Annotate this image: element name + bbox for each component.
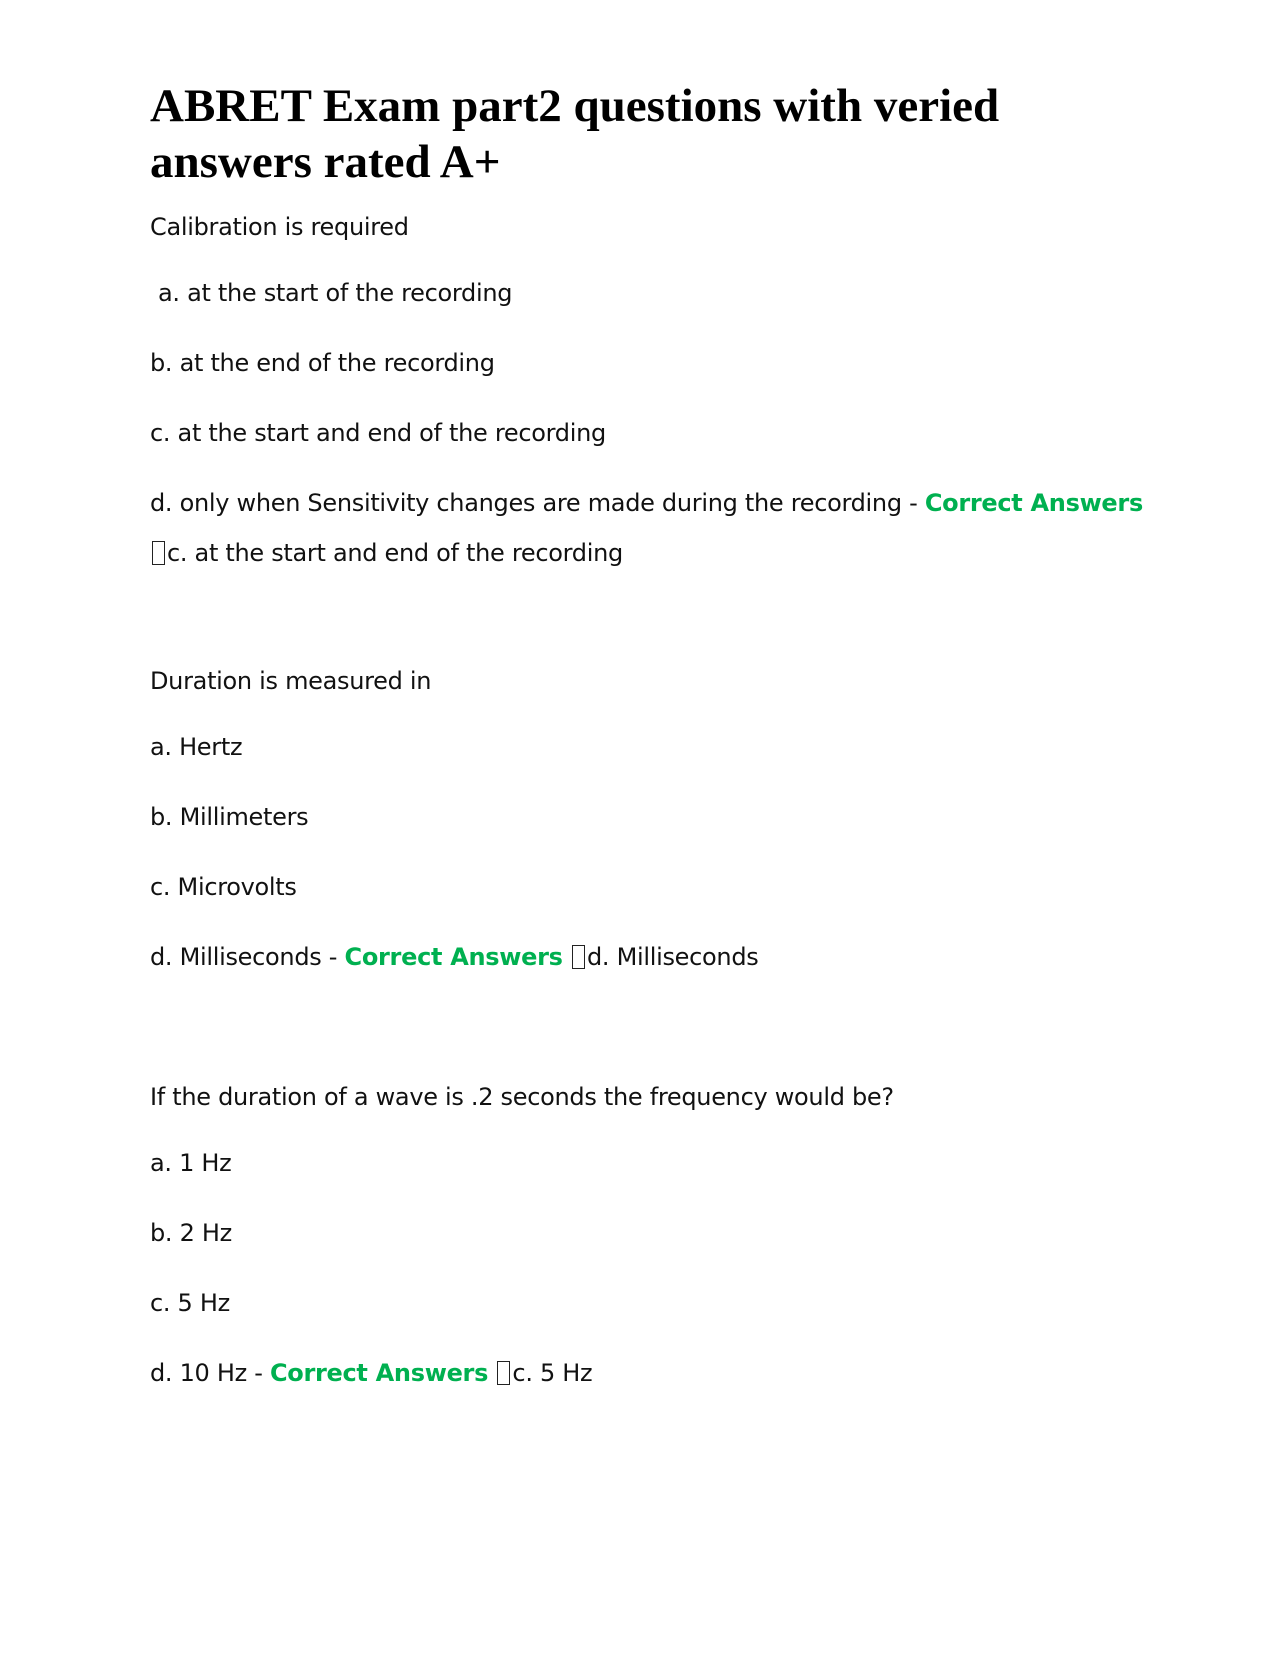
question-stem: Calibration is required [150, 213, 409, 241]
box-icon [572, 945, 585, 969]
option-d-with-answer [150, 488, 1150, 518]
option-a: a. at the start of the recording [158, 279, 513, 307]
option-c: c. Microvolts [150, 873, 297, 901]
option-b: b. 2 Hz [150, 1219, 232, 1247]
question-stem: If the duration of a wave is .2 seconds the frequency would be? [150, 1083, 894, 1111]
question-stem: Duration is measured in [150, 667, 432, 695]
correct-answers-label: Correct Answers [344, 943, 563, 971]
option-c: c. 5 Hz [150, 1289, 230, 1317]
option-d-with-answer [150, 1358, 1150, 1388]
answer-text: d. Milliseconds [586, 943, 759, 971]
option-b: b. at the end of the recording [150, 349, 495, 377]
box-icon [152, 541, 165, 565]
option-a: a. Hertz [150, 733, 243, 761]
spacer [150, 568, 1150, 666]
document-page [150, 78, 1150, 1388]
option-d: d. only when Sensitivity changes are made during the recording - [150, 489, 918, 517]
box-icon [497, 1361, 510, 1385]
answer-text: c. at the start and end of the recording [167, 539, 623, 567]
option-d: d. 10 Hz - [150, 1359, 263, 1387]
option-a: a. 1 Hz [150, 1149, 232, 1177]
option-b: b. Millimeters [150, 803, 309, 831]
correct-answers-label: Correct Answers [924, 489, 1143, 517]
spacer [150, 972, 1150, 1082]
question-block [150, 212, 1150, 568]
correct-answers-label: Correct Answers [269, 1359, 489, 1387]
question-block [150, 1082, 1150, 1388]
answer-text: c. 5 Hz [512, 1359, 593, 1387]
answer-line [150, 538, 1150, 568]
option-c: c. at the start and end of the recording [150, 419, 606, 447]
option-d: d. Milliseconds - [150, 943, 338, 971]
document-title: ABRET Exam part2 questions with veried answers rated A+ [150, 80, 1000, 188]
option-d-with-answer [150, 942, 1150, 972]
question-block [150, 666, 1150, 972]
